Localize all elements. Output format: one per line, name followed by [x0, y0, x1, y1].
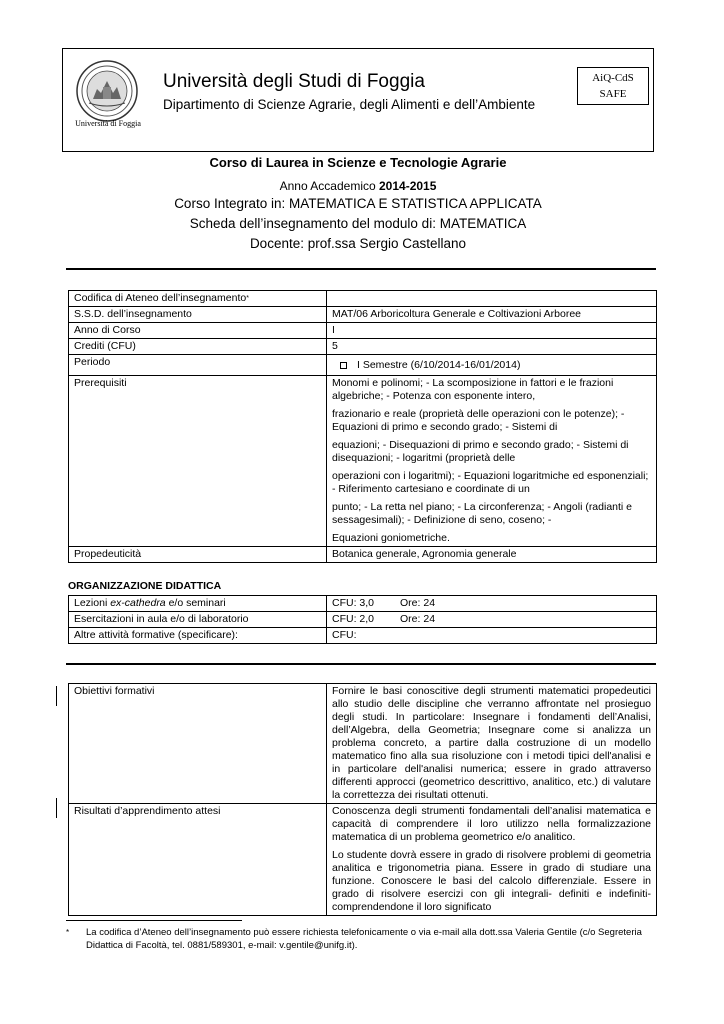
periodo-label: Periodo	[69, 355, 327, 376]
ssd-value: MAT/06 Arboricoltura Generale e Coltivazioni Arboree	[327, 307, 657, 323]
risultati-para: Conoscenza degli strumenti fondamentali dell’analisi matematica e capacità di comprendere il loro utilizzo nella formalizzazione matematica di un problema geometrico e/o analitico.	[332, 805, 651, 843]
teacher: Docente: prof.ssa Sergio Castellano	[249, 236, 467, 251]
table-row	[69, 339, 657, 355]
footnote	[66, 926, 654, 952]
prerequisiti-para: punto; - La retta nel piano; - La circonferenza; - Angoli (radianti e sessagesimali); - Definizione di seno, coseno; -	[332, 501, 633, 526]
codifica-value	[327, 291, 657, 307]
propedeuticita-value: Botanica generale, Agronomia generale	[327, 547, 657, 563]
codifica-label: Codifica di Ateneo dell’insegnamento*	[69, 291, 327, 307]
anno-value: I	[327, 323, 657, 339]
risultati-para: Lo studente dovrà essere in grado di risolvere problemi di geometria analitica e trigonometria piana. Essere in grado di studiare una funzione. Conoscere le basi del calcolo differenziale. Essere in grado di risolvere esercizi con gli integrali- definiti e indefiniti- comprendendone il loro significato	[332, 849, 651, 913]
academic-year	[62, 179, 654, 193]
course-info-table	[68, 290, 657, 563]
esercitazioni-label: Esercitazioni in aula e/o di laboratorio	[69, 612, 327, 628]
prerequisiti-para: operazioni con i logaritmi); - Equazioni logaritmiche ed esponenziali; - Riferimento cartesiano e coordinate di un	[332, 470, 649, 495]
prerequisiti-label: Prerequisiti	[69, 376, 327, 547]
footnote-text: La codifica d’Ateneo dell’insegnamento può essere richiesta telefonicamente o via e-mail alla dott.ssa Valeria Gentile (c/o Segreteria Didattica di Facoltà, tel. 0881/589301, e-mail: v.gentile@unifg.it).	[86, 927, 642, 951]
table-row	[69, 684, 657, 804]
academic-year-value: 2014-2015	[379, 179, 437, 193]
aiq-line1: AiQ-CdS	[592, 72, 634, 84]
table-row	[69, 307, 657, 323]
table-row	[69, 291, 657, 307]
table-row	[69, 804, 657, 916]
prerequisiti-value	[327, 376, 657, 547]
prerequisiti-para: Monomi e polinomi; - La scomposizione in fattori e le frazioni algebriche; - Potenza con esponente intero,	[332, 377, 614, 402]
table-row	[69, 355, 657, 376]
altre-cfu: CFU:	[327, 628, 657, 644]
footnote-divider	[66, 920, 242, 921]
table-row	[69, 612, 657, 628]
table-row	[69, 596, 657, 612]
university-seal-icon	[75, 59, 139, 123]
propedeuticita-label: Propedeuticità	[69, 547, 327, 563]
footnote-ref: *	[246, 295, 249, 302]
table-row	[69, 547, 657, 563]
lezioni-cfu: CFU: 3,0 Ore: 24	[327, 596, 657, 612]
obiettivi-table	[68, 683, 657, 916]
obiettivi-value: Fornire le basi conoscitive degli strumenti matematici propedeutici allo studio delle discipline che verranno affrontate nel prosieguo degli studi. In particolare: Insegnare i fondamenti dell’Analisi, dell’Algebra, della Geometria; Insegnare come si analizza un problema concreto, a partire dalla costruzione di un modello matematico fino alla sua risoluzione con i metodi tipici dell'analisi e in particolare dell'analisi numerica; essere in grado attraverso differenti approcci (geometrico descrittivo, analitico, etc.) di valutare la correttezza dei risultati ottenuti.	[327, 684, 657, 804]
crediti-label: Crediti (CFU)	[69, 339, 327, 355]
prerequisiti-para: frazionario e reale (proprietà delle operazioni con le potenze); - Equazioni di primo e secondo grado; - Sistemi di	[332, 408, 625, 433]
divider	[66, 268, 656, 270]
table-row	[69, 628, 657, 644]
university-title: Università degli Studi di Foggia	[163, 71, 425, 92]
course-title: Corso di Laurea in Scienze e Tecnologie Agrarie	[209, 155, 507, 170]
anno-label: Anno di Corso	[69, 323, 327, 339]
risultati-label: Risultati d’apprendimento attesi	[69, 804, 327, 916]
module-sheet: Scheda dell’insegnamento del modulo di: MATEMATICA	[189, 216, 527, 231]
organizzazione-title: ORGANIZZAZIONE DIDATTICA	[68, 580, 222, 592]
periodo-value: I Semestre (6/10/2014-16/01/2014)	[327, 355, 657, 376]
revision-bar	[56, 798, 57, 818]
altre-label: Altre attività formative (specificare):	[69, 628, 327, 644]
aiq-badge	[577, 67, 649, 105]
header-box	[62, 48, 654, 152]
divider	[66, 663, 656, 665]
footnote-mark: *	[66, 928, 70, 937]
crediti-value: 5	[327, 339, 657, 355]
revision-bar	[56, 686, 57, 706]
prerequisiti-para: equazioni; - Disequazioni di primo e secondo grado; - Sistemi di disequazioni; - logaritmi (proprietà delle	[332, 439, 629, 464]
organizzazione-table	[68, 595, 657, 644]
lezioni-label: Lezioni ex-cathedra e/o seminari	[69, 596, 327, 612]
risultati-value	[327, 804, 657, 916]
department-title: Dipartimento di Scienze Agrarie, degli Alimenti e dell’Ambiente	[163, 97, 536, 112]
esercitazioni-cfu: CFU: 2,0 Ore: 24	[327, 612, 657, 628]
checkbox-bullet-icon	[340, 362, 347, 369]
table-row	[69, 323, 657, 339]
table-row	[69, 376, 657, 547]
integrated-course: Corso Integrato in: MATEMATICA E STATISTICA APPLICATA	[174, 196, 542, 211]
prerequisiti-para: Equazioni goniometriche.	[332, 532, 450, 544]
ssd-label: S.S.D. dell’insegnamento	[69, 307, 327, 323]
academic-year-label: Anno Accademico	[279, 179, 376, 193]
logo-caption: Università di Foggia	[75, 119, 141, 128]
aiq-line2: SAFE	[599, 88, 627, 100]
obiettivi-label: Obiettivi formativi	[69, 684, 327, 804]
